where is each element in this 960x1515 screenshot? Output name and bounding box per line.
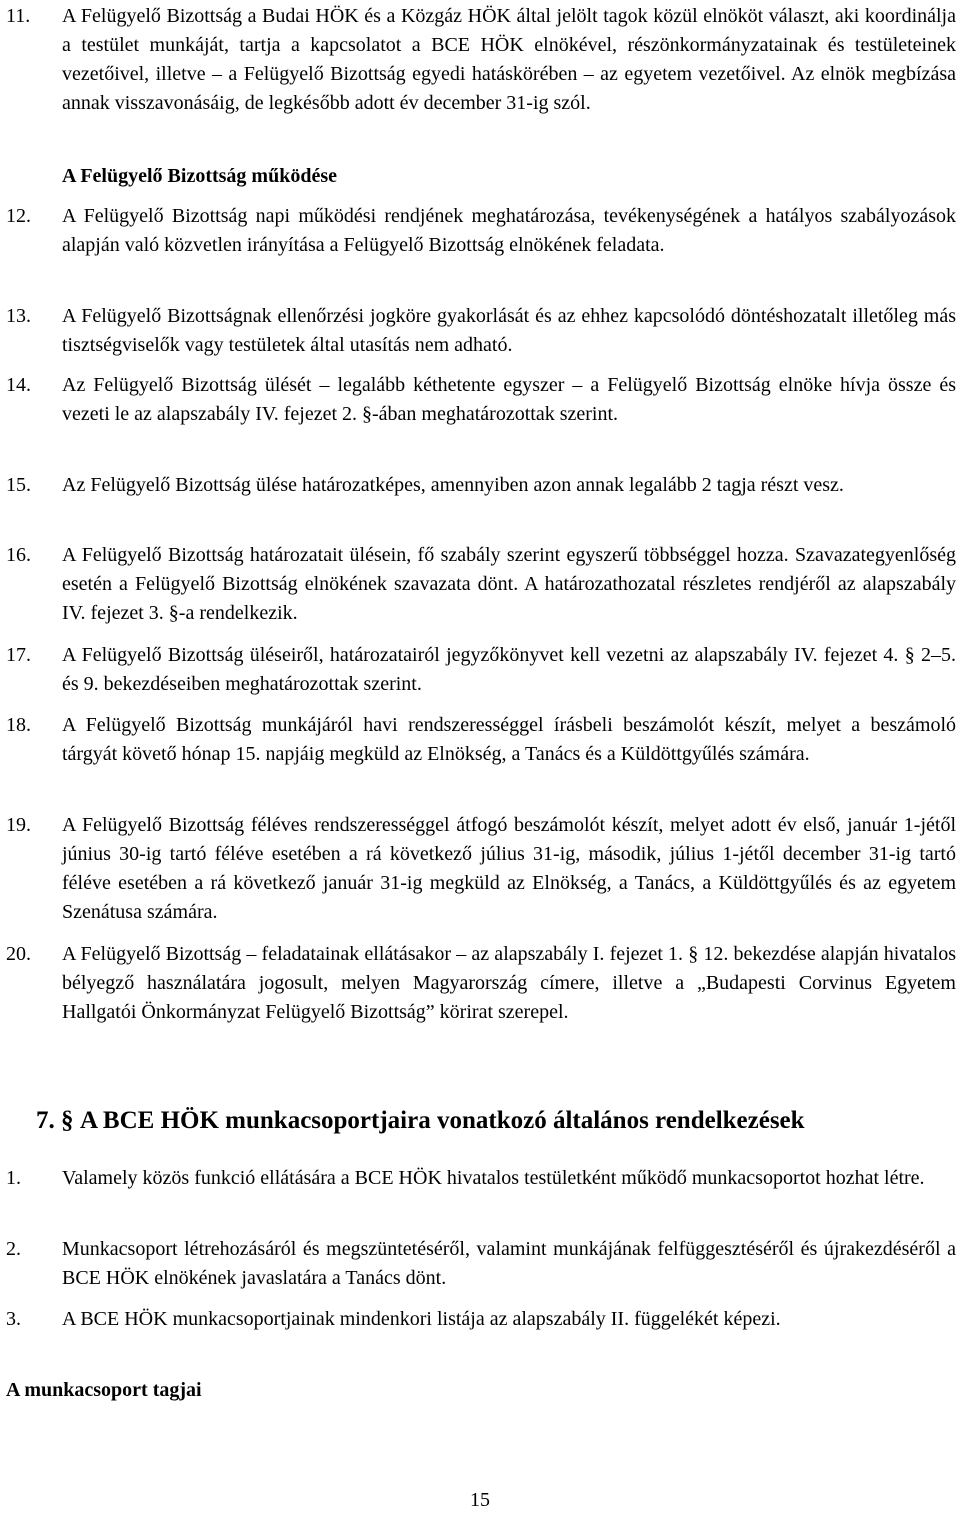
paragraph-text: Munkacsoport létrehozásáról és megszüntetéséről, valamint munkájának felfüggesztéséről és újrakezdéséről a BCE HÖK elnökének javaslatára a Tanács dönt. <box>62 1238 956 1289</box>
section-heading <box>36 1105 956 1137</box>
paragraph-number: 17. <box>6 644 31 666</box>
paragraph-text: A Felügyelő Bizottság munkájáról havi rendszerességgel írásbeli beszámolót készít, melyet a beszámoló tárgyát követő hónap 15. napjáig megküld az Elnökség, a Tanács és a Küldöttgyűlés számára. <box>62 714 956 765</box>
paragraph-number: 1. <box>6 1167 21 1189</box>
paragraph-text: A Felügyelő Bizottság üléseiről, határozatairól jegyzőkönyvet kell vezetni az alapszabály IV. fejezet 4. § 2–5. és 9. bekezdéseiben meghatározottak szerint. <box>62 644 956 695</box>
paragraph-number: 3. <box>6 1308 21 1330</box>
paragraph-text: A Felügyelő Bizottságnak ellenőrzési jogköre gyakorlását és az ehhez kapcsolódó döntéshozatalt illetőleg más tisztségviselők vagy testületek által utasítás nem adható. <box>62 305 956 356</box>
paragraph-text: A Felügyelő Bizottság napi működési rendjének meghatározása, tevékenységének a hatályos szabályozások alapján való közvetlen irányítása a Felügyelő Bizottság elnökének feladata. <box>62 205 956 256</box>
page-number: 15 <box>470 1489 490 1511</box>
paragraph-number: 20. <box>6 943 31 965</box>
paragraph-13 <box>6 302 956 360</box>
paragraph-number: 12. <box>6 205 31 227</box>
paragraph-number: 15. <box>6 474 31 496</box>
paragraph-number: 11. <box>6 5 31 27</box>
paragraph-20 <box>6 940 956 1027</box>
subheading: A Felügyelő Bizottság működése <box>62 165 337 187</box>
paragraph-14 <box>6 371 956 429</box>
paragraph-12 <box>6 202 956 260</box>
section-paragraph-2 <box>6 1235 956 1293</box>
paragraph-text: A Felügyelő Bizottság – feladatainak ellátásakor – az alapszabály I. fejezet 1. § 12. bekezdése alapján hivatalos bélyegző használatára jogosult, melyen Magyarország címere, illetve a „Budapesti Corvinus Egyetem Hallgatói Önkormányzat Felügyelő Bizottság” körirat szerepel. <box>62 943 956 1023</box>
paragraph-number: 2. <box>6 1238 21 1260</box>
paragraph-text: Valamely közös funkció ellátására a BCE HÖK hivatalos testületként működő munkacsoportot hozhat létre. <box>62 1167 925 1189</box>
paragraph-text: Az Felügyelő Bizottság ülését – legalább kéthetente egyszer – a Felügyelő Bizottság elnöke hívja össze és vezeti le az alapszabály IV. fejezet 2. §-ában meghatározottak szerint. <box>62 374 956 425</box>
paragraph-number: 13. <box>6 305 31 327</box>
paragraph-text: A Felügyelő Bizottság a Budai HÖK és a Közgáz HÖK által jelölt tagok közül elnököt választ, aki koordinálja a testület munkáját, tartja a kapcsolatot a BCE HÖK elnökével, részönkormányzatainak és testületeinek vezetőivel, illetve – a Felügyelő Bizottság egyedi hatáskörében – az egyetem vezetőivel. Az elnök megbízása annak visszavonásáig, de legkésőbb adott év december 31-ig szól. <box>62 5 956 114</box>
paragraph-text: A Felügyelő Bizottság féléves rendszerességgel átfogó beszámolót készít, melyet adott év első, január 1-jétől június 30-ig tartó féléve esetében a rá következő július 31-ig, második, július 1-jétől december 31-ig tartó féléve esetében a rá következő január 31-ig megküld az Elnökség, a Tanács, a Küldöttgyűlés és az egyetem Szenátusa számára. <box>62 814 956 923</box>
paragraph-17 <box>6 641 956 699</box>
paragraph-16 <box>6 541 956 628</box>
section-paragraph-1 <box>6 1164 956 1193</box>
paragraph-18 <box>6 711 956 769</box>
section-title: A BCE HÖK munkacsoportjaira vonatkozó általános rendelkezések <box>80 1107 805 1134</box>
paragraph-text: A BCE HÖK munkacsoportjainak mindenkori listája az alapszabály II. függelékét képezi. <box>62 1308 781 1330</box>
paragraph-number: 16. <box>6 544 31 566</box>
paragraph-number: 14. <box>6 374 31 396</box>
paragraph-number: 18. <box>6 714 31 736</box>
paragraph-19 <box>6 811 956 927</box>
paragraph-text: A Felügyelő Bizottság határozatait ülésein, fő szabály szerint egyszerű többséggel hozza. Szavazategyenlőség esetén a Felügyelő Bizottság elnökének szavazata dönt. A határozathozatal részletes rendjéről az alapszabály IV. fejezet 3. §-a rendelkezik. <box>62 544 956 624</box>
paragraph-15 <box>6 471 956 500</box>
paragraph-11 <box>6 2 956 118</box>
paragraph-number: 19. <box>6 814 31 836</box>
section-number: 7. § <box>36 1107 74 1134</box>
working-group-members-heading: A munkacsoport tagjai <box>6 1379 202 1401</box>
section-paragraph-3 <box>6 1305 956 1334</box>
paragraph-text: Az Felügyelő Bizottság ülése határozatképes, amennyiben azon annak legalább 2 tagja részt vesz. <box>62 474 844 496</box>
